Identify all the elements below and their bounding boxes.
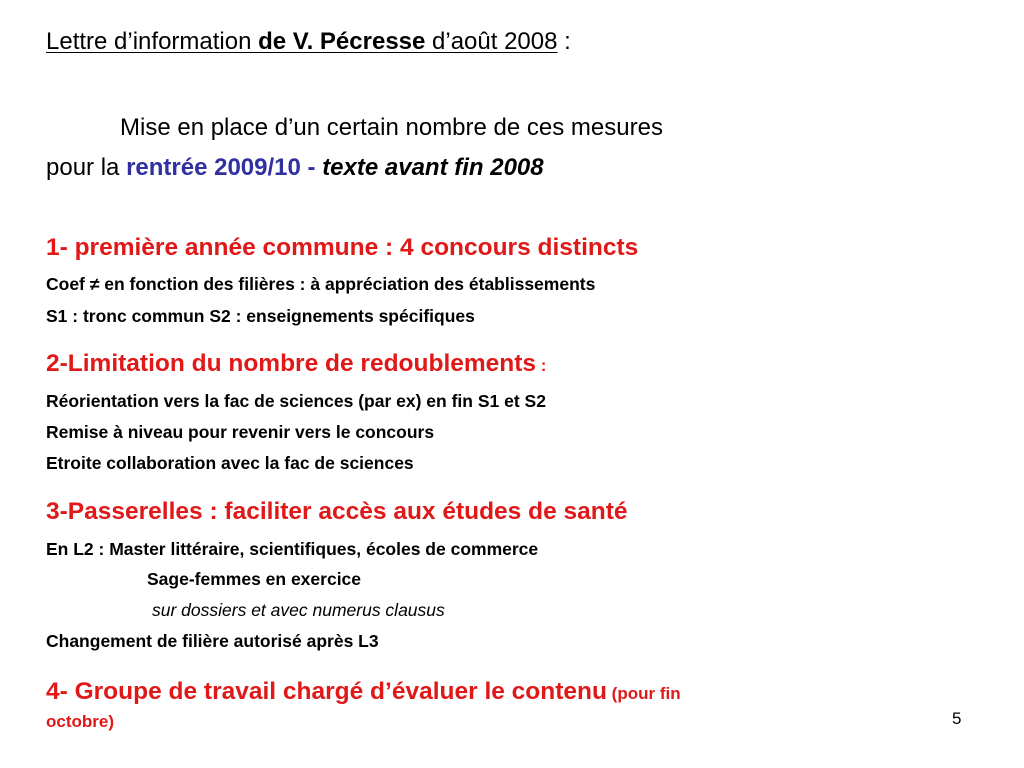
section-1-heading: 1- première année commune : 4 concours distincts [46,234,639,261]
title-underlined [46,28,557,55]
title-author: de V. Pécresse [258,28,426,55]
intro-prefix: pour la [46,154,127,181]
section-1-line-1: Coef ≠ en fonction des filières : à appréciation des établissements [46,274,596,294]
section-2-line-1: Réorientation vers la fac de sciences (par ex) en fin S1 et S2 [46,391,546,411]
intro-rentree: rentrée 2009/10 [126,154,301,181]
intro-dash: - [300,154,323,181]
section-2-line-3: Etroite collaboration avec la fac de sciences [46,453,414,473]
section-3-line-1: En L2 : Master littéraire, scientifiques, écoles de commerce [46,539,539,559]
page-number: 5 [952,709,962,728]
section-3-line-3: sur dossiers et avec numerus clausus [152,600,445,620]
intro-deadline: texte avant fin 2008 [322,154,544,181]
intro-line-1: Mise en place d’un certain nombre de ces mesures [120,114,663,141]
slide-title [46,26,571,58]
section-1-line-2: S1 : tronc commun S2 : enseignements spécifiques [46,306,475,326]
title-date: d’août 2008 [425,28,558,55]
section-4-heading [46,677,681,709]
section-3-heading: 3-Passerelles : faciliter accès aux études de santé [46,498,628,525]
section-2-heading-text: 2-Limitation du nombre de redoublements [46,350,537,377]
section-2-line-2: Remise à niveau pour revenir vers le concours [46,422,435,442]
section-4-heading-text: 4- Groupe de travail chargé d’évaluer le contenu [46,678,607,705]
section-2-heading [46,349,546,381]
section-4-heading-line-2: octobre) [46,712,114,731]
title-prefix: Lettre d’information [46,28,259,55]
section-3-line-2: Sage-femmes en exercice [147,569,362,589]
section-3-line-4: Changement de filière autorisé après L3 [46,631,379,651]
section-4-heading-note: (pour fin [606,684,681,703]
title-suffix: : [557,28,571,55]
intro-line-2 [46,152,544,184]
section-2-heading-colon: : [536,356,547,375]
